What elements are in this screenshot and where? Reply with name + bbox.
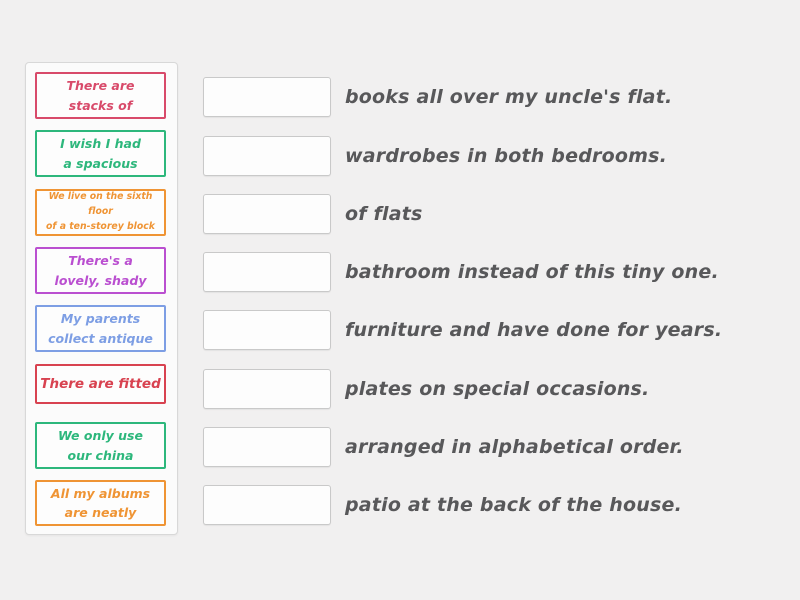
key-tile-line: All my albums	[50, 485, 151, 501]
answer-text-8: patio at the back of the house.	[345, 494, 683, 516]
answer-text-6: plates on special occasions.	[345, 378, 650, 400]
key-tile-line: stacks of	[68, 97, 133, 113]
answer-text-2: wardrobes in both bedrooms.	[345, 145, 667, 167]
key-tile-line: of a ten-storey block	[46, 220, 155, 232]
key-tile-line: My parents	[60, 311, 141, 327]
drop-target-6[interactable]	[203, 369, 331, 409]
key-tile-line: There are fitted	[40, 375, 161, 392]
drop-target-5[interactable]	[203, 310, 331, 350]
answer-text-5: furniture and have done for years.	[345, 319, 723, 341]
drop-target-7[interactable]	[203, 427, 331, 467]
key-tile-spacious[interactable]	[35, 130, 166, 177]
drop-target-8[interactable]	[203, 485, 331, 525]
drop-target-4[interactable]	[203, 252, 331, 292]
key-tile-antique[interactable]	[35, 305, 166, 352]
key-tile-line: a spacious	[63, 155, 138, 171]
key-tile-line: collect antique	[48, 330, 153, 346]
answer-text-7: arranged in alphabetical order.	[345, 436, 684, 458]
answer-text-3: of flats	[345, 203, 423, 225]
key-tile-line: We live on the sixth floor	[48, 191, 153, 218]
key-tile-line: We only use	[58, 428, 143, 444]
key-tile-line: are neatly	[64, 505, 137, 520]
answer-text-4: bathroom instead of this tiny one.	[345, 261, 719, 283]
key-tile-sixth-floor[interactable]	[35, 189, 166, 236]
key-tile-stacks-of[interactable]	[35, 72, 166, 119]
key-tile-line: lovely, shady	[54, 272, 147, 288]
answer-text-1: books all over my uncle's flat.	[345, 86, 673, 108]
key-tile-china[interactable]	[35, 422, 166, 469]
key-tile-line: our china	[67, 447, 134, 463]
drop-target-2[interactable]	[203, 136, 331, 176]
drop-target-1[interactable]	[203, 77, 331, 117]
key-tile-fitted[interactable]	[35, 364, 166, 404]
key-tile-lovely-shady[interactable]	[35, 247, 166, 294]
key-tile-line: There are	[66, 78, 135, 94]
key-tile-albums[interactable]	[35, 480, 166, 526]
drop-target-3[interactable]	[203, 194, 331, 234]
key-tile-line: There's a	[68, 253, 133, 269]
key-tile-line: I wish I had	[60, 136, 141, 152]
